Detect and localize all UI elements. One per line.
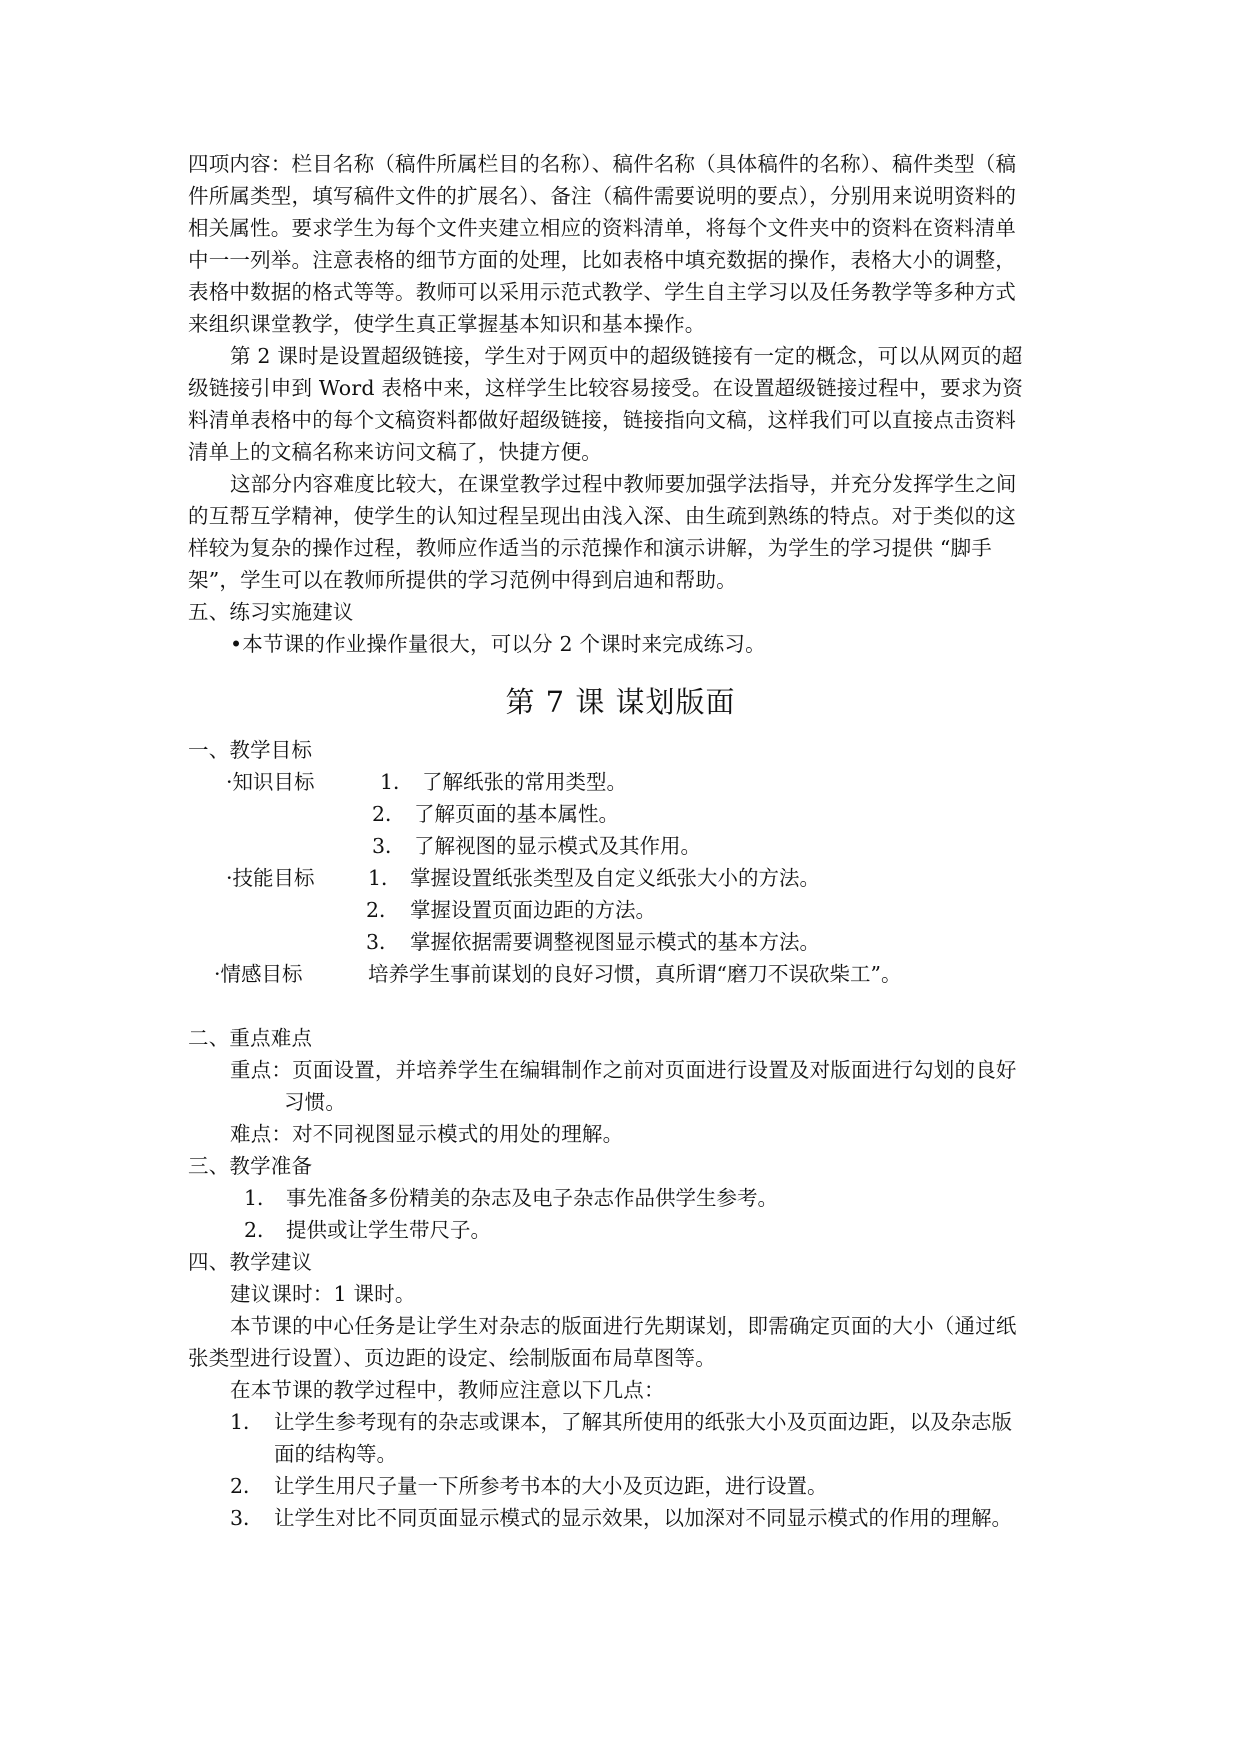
item-text: 让学生用尺子量一下所参考书本的大小及页边距，进行设置。 [274, 1474, 828, 1498]
difficulty-line: 难点：对不同视图显示模式的用处的理解。 [230, 1122, 624, 1146]
text-line: 的互帮互学精神，使学生的认知过程呈现出由浅入深、由生疏到熟练的特点。对于类似的这 [188, 504, 1016, 528]
text-line: 件所属类型，填写稿件文件的扩展名）、备注（稿件需要说明的要点），分别用来说明资料的 [188, 184, 1017, 208]
item-text: 面的结构等。 [274, 1442, 397, 1466]
text-line: 中一一列举。注意表格的细节方面的处理，比如表格中填充数据的操作，表格大小的调整， [188, 248, 1016, 272]
item-number: 1． [230, 1410, 264, 1434]
item-text: 事先准备多份精美的杂志及电子杂志作品供学生参考。 [286, 1186, 778, 1210]
item-number: 3． [372, 834, 406, 858]
text-line: 料清单表格中的每个文稿资料都做好超级链接，链接指向文稿，这样我们可以直接点击资料 [188, 408, 1016, 432]
item-number: 1． [244, 1186, 278, 1210]
item-text: 提供或让学生带尺子。 [286, 1218, 491, 1242]
text-line: 张类型进行设置）、页边距的设定、绘制版面布局草图等。 [188, 1346, 716, 1370]
item-text: 掌握设置纸张类型及自定义纸张大小的方法。 [410, 866, 820, 890]
text-line: 在本节课的教学过程中，教师应注意以下几点： [230, 1378, 665, 1402]
section-heading: 五、练习实施建议 [188, 600, 354, 624]
item-text: 让学生对比不同页面显示模式的显示效果，以加深对不同显示模式的作用的理解。 [274, 1506, 1012, 1530]
text-line: 相关属性。要求学生为每个文件夹建立相应的资料清单，将每个文件夹中的资料在资料清单 [188, 216, 1016, 240]
bullet-item: •本节课的作业操作量很大，可以分 2 个课时来完成练习。 [230, 632, 766, 656]
text-line: 这部分内容难度比较大，在课堂教学过程中教师要加强学法指导，并充分发挥学生之间 [230, 472, 1017, 496]
item-number: 2． [230, 1474, 264, 1498]
text-line: 级链接引申到 Word 表格中来，这样学生比较容易接受。在设置超级链接过程中，要求为资 [188, 376, 1024, 400]
key-point-line: 习惯。 [284, 1090, 347, 1114]
text-line: 四项内容：栏目名称（稿件所属栏目的名称）、稿件名称（具体稿件的名称）、稿件类型（稿 [188, 152, 1017, 176]
text-line: 第 2 课时是设置超级链接，学生对于网页中的超级链接有一定的概念，可以从网页的超 [230, 344, 1023, 368]
emotion-goal-label: ·情感目标 [214, 962, 303, 986]
section-heading: 一、教学目标 [188, 738, 313, 762]
item-text: 了解视图的显示模式及其作用。 [414, 834, 701, 858]
item-number: 2． [372, 802, 406, 826]
text-line: 表格中数据的格式等等。教师可以采用示范式教学、学生自主学习以及任务教学等多种方式 [188, 280, 1016, 304]
item-number: 2． [244, 1218, 278, 1242]
item-text: 培养学生事前谋划的良好习惯，真所谓“磨刀不误砍柴工”。 [368, 962, 902, 986]
item-number: 2． [366, 898, 400, 922]
item-number: 3． [230, 1506, 264, 1530]
item-number: 1． [380, 770, 414, 794]
knowledge-goal-label: ·知识目标 [226, 770, 315, 794]
item-text: 了解纸张的常用类型。 [422, 770, 627, 794]
section-heading: 三、教学准备 [188, 1154, 313, 1178]
item-text: 让学生参考现有的杂志或课本，了解其所使用的纸张大小及页面边距，以及杂志版 [274, 1410, 1012, 1434]
skill-goal-label: ·技能目标 [226, 866, 315, 890]
key-point-line: 重点：页面设置，并培养学生在编辑制作之前对页面进行设置及对版面进行勾划的良好 [230, 1058, 1017, 1082]
text-line: 建议课时：1 课时。 [230, 1282, 416, 1306]
item-text: 掌握设置页面边距的方法。 [410, 898, 656, 922]
item-number: 3． [366, 930, 400, 954]
lesson-title: 第 7 课 谋划版面 [505, 685, 736, 719]
text-line: 架”，学生可以在教师所提供的学习范例中得到启迪和帮助。 [188, 568, 737, 592]
item-text: 了解页面的基本属性。 [414, 802, 619, 826]
item-text: 掌握依据需要调整视图显示模式的基本方法。 [410, 930, 820, 954]
section-heading: 二、重点难点 [188, 1026, 313, 1050]
text-line: 本节课的中心任务是让学生对杂志的版面进行先期谋划，即需确定页面的大小（通过纸 [230, 1314, 1017, 1338]
text-line: 样较为复杂的操作过程，教师应作适当的示范操作和演示讲解，为学生的学习提供 “脚手 [188, 536, 992, 560]
section-heading: 四、教学建议 [188, 1250, 313, 1274]
text-line: 清单上的文稿名称来访问文稿了，快捷方便。 [188, 440, 602, 464]
item-number: 1． [368, 866, 402, 890]
text-line: 来组织课堂教学，使学生真正掌握基本知识和基本操作。 [188, 312, 706, 336]
